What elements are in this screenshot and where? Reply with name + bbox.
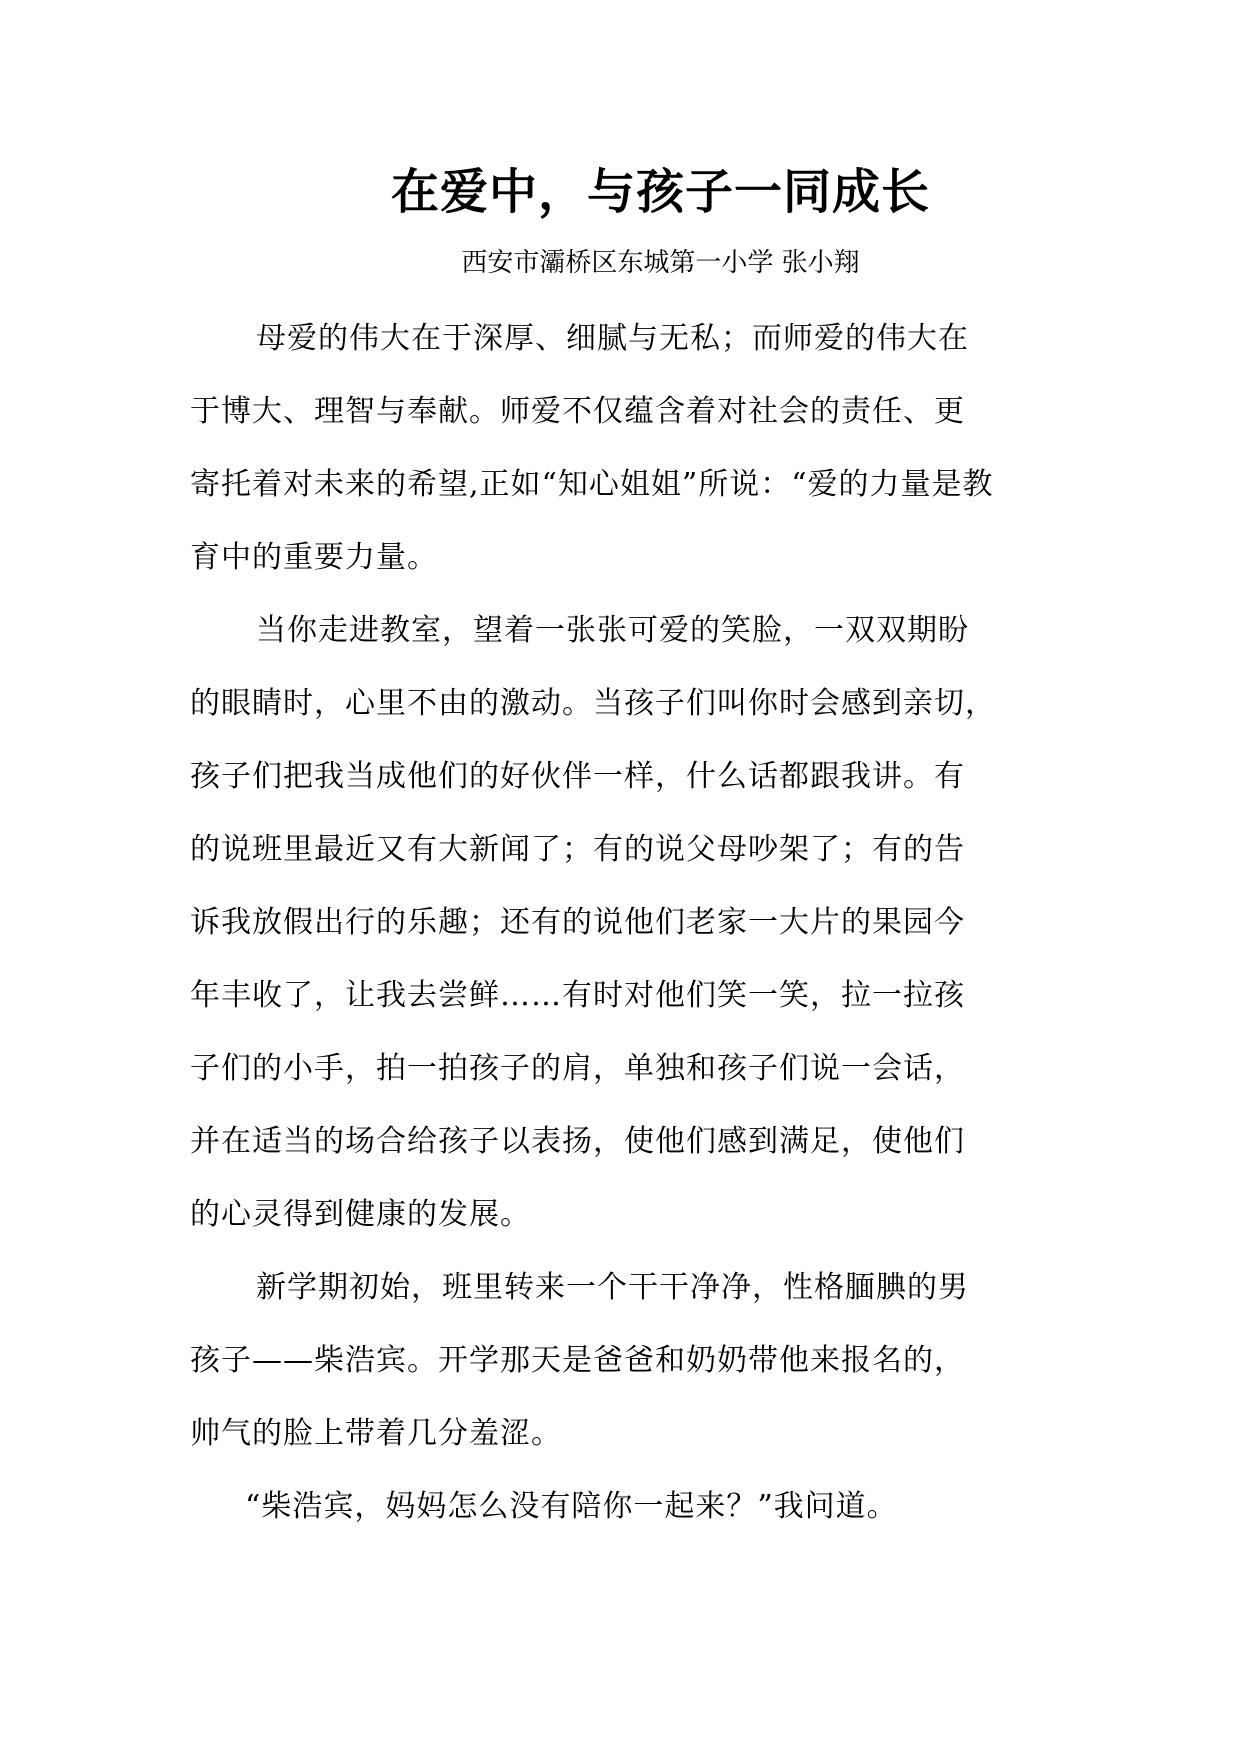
document-author: 西安市灞桥区东城第一小学 张小翔 <box>461 248 860 278</box>
paragraph-line: 母爱的伟大在于深厚、细腻与无私；而师爱的伟大在 <box>256 321 969 356</box>
paragraph-line: “柴浩宾，妈妈怎么没有陪你一起来？”我问道。 <box>245 1489 898 1524</box>
paragraph-line: 并在适当的场合给孩子以表扬，使他们感到满足，使他们 <box>190 1124 965 1159</box>
paragraph-line: 育中的重要力量。 <box>190 540 438 575</box>
paragraph-line: 子们的小手，拍一拍孩子的肩，单独和孩子们说一会话， <box>190 1051 965 1086</box>
paragraph-line: 新学期初始，班里转来一个干干净净，性格腼腆的男 <box>256 1270 969 1305</box>
paragraph-line: 孩子们把我当成他们的好伙伴一样，什么话都跟我讲。有 <box>190 759 965 794</box>
document-title: 在爱中，与孩子一同成长 <box>390 164 930 220</box>
paragraph-line: 年丰收了，让我去尝鲜……有时对他们笑一笑，拉一拉孩 <box>190 978 965 1013</box>
paragraph-line: 的心灵得到健康的发展。 <box>190 1197 531 1232</box>
paragraph-line: 孩子——柴浩宾。开学那天是爸爸和奶奶带他来报名的， <box>190 1343 965 1378</box>
paragraph-line: 诉我放假出行的乐趣；还有的说他们老家一大片的果园今 <box>190 905 965 940</box>
paragraph-line: 当你走进教室，望着一张张可爱的笑脸，一双双期盼 <box>256 613 969 648</box>
paragraph-line: 的眼睛时，心里不由的激动。当孩子们叫你时会感到亲切， <box>190 686 996 721</box>
paragraph-line: 帅气的脸上带着几分羞涩。 <box>190 1416 562 1451</box>
paragraph-line: 的说班里最近又有大新闻了；有的说父母吵架了；有的告 <box>190 832 965 867</box>
paragraph-line: 于博大、理智与奉献。师爱不仅蕴含着对社会的责任、更 <box>190 394 965 429</box>
paragraph-line: 寄托着对未来的希望,正如“知心姐姐”所说：“爱的力量是教 <box>190 467 994 502</box>
